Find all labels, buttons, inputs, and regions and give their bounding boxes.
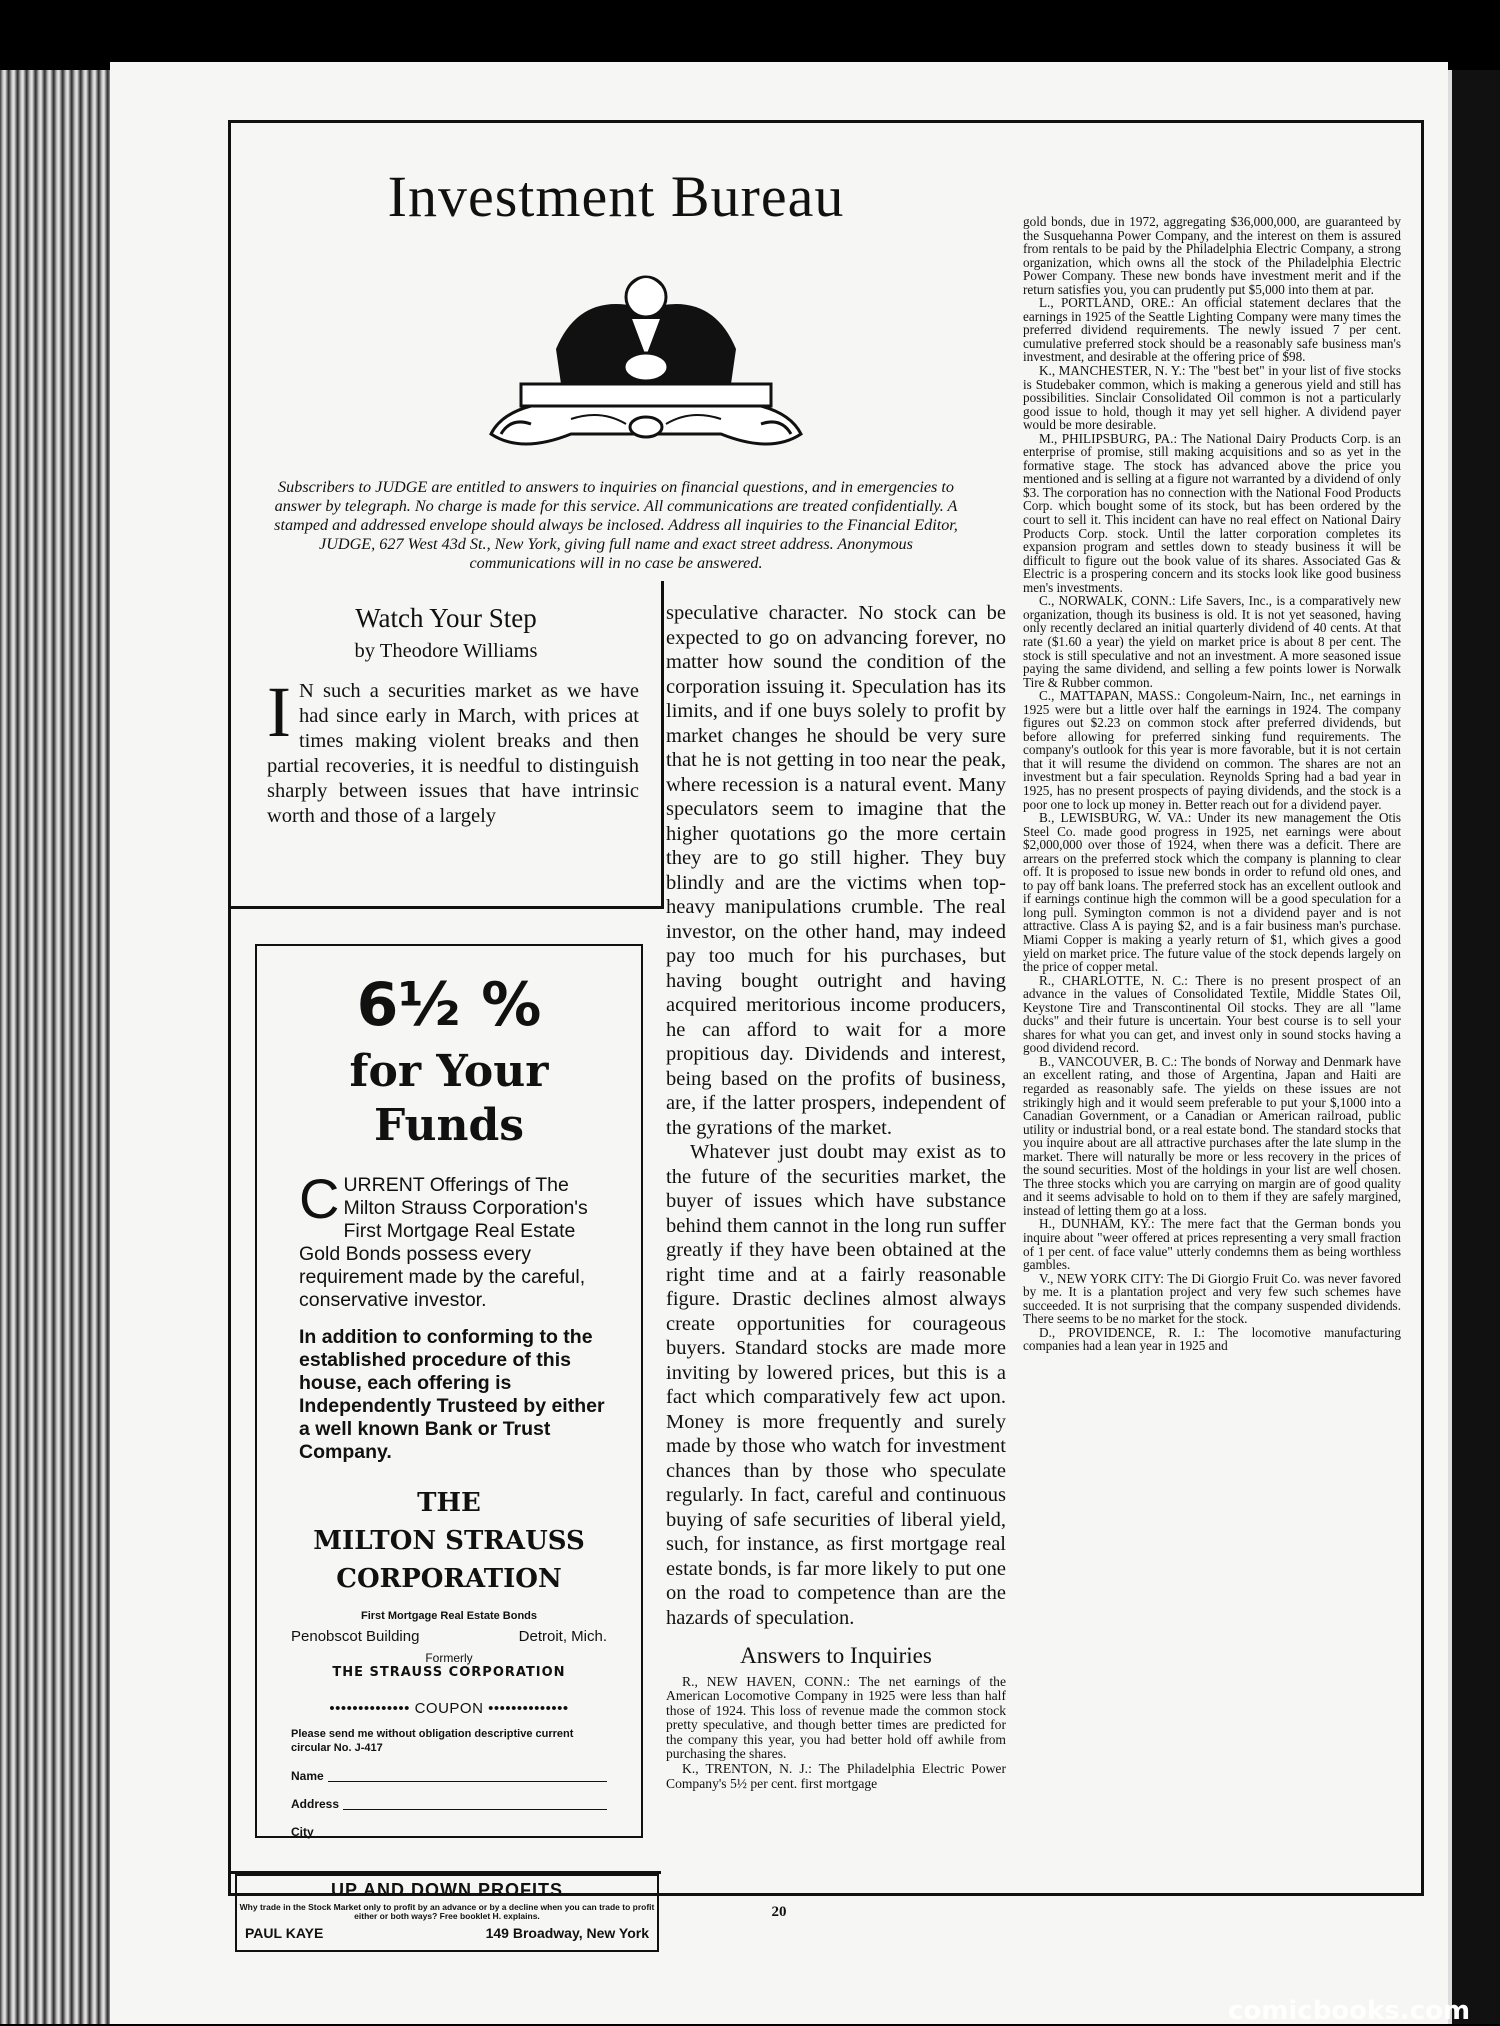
ad-building: Penobscot Building: [291, 1628, 420, 1645]
ad-company-name: [257, 1484, 641, 1598]
ad-headline-2: Funds: [374, 1100, 524, 1151]
answer-item: H., DUNHAM, KY.: The mere fact that the German bonds you inquire about "weer offered at prices representing a very small fraction of 1 per cent. of face value" utterly condemns them as being worthless gambles.: [1023, 1216, 1401, 1273]
strauss-ad-border: [255, 944, 643, 1838]
ad-offer: [257, 1167, 641, 1312]
article-lead: [231, 663, 661, 829]
article-paragraph: Whatever just doubt may exist as to the future of the securities market, the buyer of issues which have substance behind them cannot in the long run suffer greatly if they have been obtained at the right time and at a fairly reasonable figure. Drastic declines almost always create opportunities for courageous buyers. Standard stocks are made more inviting by lowered prices, but this is a fact which comparatively few act upon. Money is more frequently and surely made by those who watch for investment chances than by those who speculate regularly. In fact, careful and continuous buying of safe securities of liberal yield, such, for instance, as first mortgage real estate bonds, is far more likely to put one on the road to competence than are the hazards of speculation.: [666, 1141, 1006, 1629]
answer-item: D., PROVIDENCE, R. I.: The locomotive manufacturing companies had a lean year in 1925 and: [1023, 1324, 1401, 1354]
answer-item: B., LEWISBURG, W. VA.: Under its new management the Otis Steel Co. made good progress in 1925, net earnings were about $2,000,000 over those of 1924, when there was a deficit. There are arrears on the preferred stock which the company is planning to clear off. It is proposed to issue new bonds in order to refund old ones, and to pay off bank loans. The preferred stock has an excellent outlook and if earnings continue high the common will be a good speculation for a long pull. Symington common is not a dividend payer and is not attractive. Class A is paying $2, and is a fair business man's purchase. Miami Copper is making a yearly return of $1, which gives a good yield on market price. The future value of the stock depends largely on the price of copper metal.: [1023, 810, 1401, 975]
subscriber-notice: Subscribers to JUDGE are entitled to answers to inquiries on financial questions, and in emergencies to answer by telegraph. No charge is made for this service. All communications are treated confidentially. A stamped and addressed envelope should always be inclosed. Address all inquiries to the Financial Editor, JUDGE, 627 West 43d St., New York, giving full name and exact street address. Anonymous communications will in no case be answered.: [274, 478, 958, 572]
ad-company-line: MILTON STRAUSS: [313, 1526, 585, 1556]
ad-former-name: THE STRAUSS CORPORATION: [332, 1665, 566, 1680]
kaye-headline: UP AND DOWN PROFITS: [330, 1880, 563, 1900]
ad-rate: 6½ %: [356, 970, 542, 1040]
answers-list-col3: [1023, 215, 1401, 1353]
article-column-2: [666, 601, 1006, 1791]
answer-item: gold bonds, due in 1972, aggregating $36,000,000, are guaranteed by the Susquehanna Power Company, and the interest on them is assured from rentals to be paid by the Philadelphia Electric Company, a strong organization, which owns all the stock of the Philadelphia Electric Power Company. These new bonds have investment merit and if the return satisfies you, you can prudently put $5,000 into them at par.: [1023, 214, 1401, 297]
answer-item: K., MANCHESTER, N. Y.: The "best bet" in your list of five stocks is Studebaker common, which is making a generous yield and still has possibilities. Sinclair Consolidated Oil common is not a particularly good issue to hold, though it may yet sell higher. A dividend payer would be more desirable.: [1023, 363, 1401, 433]
content-frame: [228, 120, 1424, 1941]
answer-item: R., NEW HAVEN, CONN.: The net earnings of the American Locomotive Company in 1925 were less than half those of 1924. This loss of revenue made the common stock pretty speculative, and though better times are predicted for the company this year, you had better hold off awhile from purchasing the shares.: [666, 1673, 1006, 1762]
ad-company-line: THE: [417, 1488, 481, 1518]
banker-illustration: [461, 249, 831, 459]
answer-item: K., TRENTON, N. J.: The Philadelphia Electric Power Company's 5½ per cent. first mortgage: [666, 1761, 1006, 1791]
answers-list-col2: [666, 1675, 1006, 1792]
drop-cap: I: [267, 672, 291, 752]
kaye-description: Why trade in the Stock Market only to profit by an advance or by a decline when you can trade to profit either or both ways? Free booklet H. explains.: [239, 1902, 655, 1921]
field-line: [318, 1825, 607, 1838]
answer-item: C., NORWALK, CONN.: Life Savers, Inc., is a comparatively new organization, though its business is old. It is not yet seasoned, having only recently declared an initial quarterly dividend of 40 cents. At that rate ($1.60 a year) the yield on market price is about 8 per cent. The stock is still speculative and not an investment. A more seasoned issue paying the same dividend, and selling a few points lower is Norwalk Tire & Rubber common.: [1023, 593, 1401, 690]
field-label: Address: [291, 1797, 340, 1811]
article-lead-text: N such a securities market as we have had since early in March, with prices at times making violent breaks and then partial recoveries, it is needful to distinguish sharply between issues that have intrinsic worth and those of a largely: [267, 680, 639, 827]
ad-offer-text: URRENT Offerings of The Milton Strauss Corporation's First Mortgage Real Estate Gold Bonds possess every requirement made by the careful, conservative investor.: [299, 1174, 588, 1311]
answer-item: V., NEW YORK CITY: The Di Giorgio Fruit Co. was never favored by me. It is a plantation project and very few such schemes have succeeded. It is not surprising that the company suspended dividends. There seems to be no market for the stock.: [1023, 1270, 1401, 1327]
page-title: Investment Bureau: [387, 164, 845, 229]
field-label: City: [291, 1825, 314, 1839]
article-byline: by Theodore Williams: [354, 640, 538, 662]
answers-heading: Answers to Inquiries: [740, 1643, 932, 1668]
article-paragraph: speculative character. No stock can be expected to go on advancing forever, no matter how sound the condition of the corporation issuing it. Speculation has its limits, and if one buys solely to profit by market changes he should be very sure that he is not getting in too near the peak, where recession is a natural event. Many speculators seem to imagine that the higher quotations go the more certain they are to go still higher. They buy blindly and are the victims when top-heavy manipulations crumble. The real investor, on the other hand, may indeed pay too much for his purchases, but having bought outright and having acquired meritorious income producers, he can afford to wait for a more propitious day. Dividends and interest, being based on the profits of business, are, if the latter prospers, independent of the gyrations of the market.: [666, 602, 1006, 1139]
ad-formerly-label: Formerly: [425, 1651, 473, 1665]
book-spine: [0, 70, 110, 2024]
ad-location: [257, 1628, 641, 1645]
article-lead-box: [231, 581, 664, 909]
field-line: [328, 1769, 607, 1782]
ad-city: Detroit, Mich.: [518, 1628, 607, 1645]
page-number: 20: [771, 1904, 787, 1920]
field-line: [343, 1797, 607, 1810]
ad-company-line: CORPORATION: [336, 1564, 562, 1594]
kaye-name: PAUL KAYE: [245, 1925, 324, 1941]
coupon-name-field[interactable]: [257, 1769, 641, 1783]
field-label: Name: [291, 1769, 324, 1783]
next-page-edge: [1448, 70, 1500, 2024]
answer-item: L., PORTLAND, ORE.: An official statement declares that the earnings in 1925 of the Seattle Lighting Company were many times the preferred dividend requirements. The newly issued 7 per cent. cumulative preferred stock should be a reasonably safe business man's investment, and desirable at the offering price of $98.: [1023, 295, 1401, 365]
answer-item: B., VANCOUVER, B. C.: The bonds of Norway and Denmark have an excellent rating, and those of Argentina, Japan and Haiti are regarded as reasonably safe. The yields on these issues are not strikingly high and it would seem preferable to put your $,1000 into a Canadian Government, or a Canadian or American railroad, public utility or industrial bond, or a real estate bond. The standard stocks that you inquire about are all attractive purchases after the late slump in the market. There will naturally be more or less recovery in the prices of the sound securities. Most of the holdings in your list are well chosen. The three stocks which you are carrying on margin are of good quality and it seems advisable to hold on to them if they are safely margined, instead of letting them go at a loss.: [1023, 1053, 1401, 1218]
answer-item: R., CHARLOTTE, N. C.: There is no present prospect of an advance in the values of Consolidated Textile, Middle States Oil, Keystone Tire and Transcontinental Oil stocks. They are all "lame ducks" and their future is uncertain. Your best course is to sell your shares for what you can get, and invest only in sound stocks having a good dividend record.: [1023, 972, 1401, 1056]
article-title: Watch Your Step: [355, 603, 537, 633]
strauss-advertisement: [231, 908, 661, 1868]
kaye-address: 149 Broadway, New York: [485, 1925, 649, 1941]
ad-headline-1: for Your: [349, 1046, 549, 1097]
coupon-header: •••••••••••••• COUPON ••••••••••••••: [329, 1700, 569, 1717]
kaye-contact: [237, 1925, 657, 1941]
ad-subtitle: First Mortgage Real Estate Bonds: [360, 1610, 538, 1622]
watermark: comicbooks.com: [1228, 1996, 1471, 2026]
answer-item: C., MATTAPAN, MASS.: Congoleum-Nairn, Inc., net earnings in 1925 were but a little over half the earnings in 1924. The company figures out $2.23 on common stock after preferred dividends, but before allowing for preferred sinking fund requirements. The company's outlook for this year is more favorable, but it is not certain that it will resume the dividend on common. The shares are not an investment but a fair speculation. Reynolds Spring had a bad year in 1925, has no present prospects of paying dividends, and the stock is a poor one to lock up money in. Better reach out for a dividend payer.: [1023, 688, 1401, 812]
coupon-city-field[interactable]: [257, 1825, 641, 1839]
answer-item: M., PHILIPSBURG, PA.: The National Dairy Products Corp. is an enterprise of promise, still making acquisitions and so as yet in the formative stage. The stock has advanced above the price you mentioned and is selling at a figure not warranted by a dividend of only $3. The corporation has no connection with the National Food Products Corp. which bought some of its stock, but has been ordered by the court to sell it. This incident can have no real effect on National Dairy Products Corp. stock. Until the latter corporation completes its expansion program and settles down to steady business it will be difficult to figure out the book value of its shares. Associated Gas & Electric is a prospering concern and its stocks look like good business men's investments.: [1023, 430, 1401, 595]
coupon-address-field[interactable]: [257, 1797, 641, 1811]
coupon-instructions: Please send me without obligation descriptive current circular No. J-417: [291, 1728, 574, 1754]
ad-offer-2: In addition to conforming to the established procedure of this house, each offering is Independently Trusteed by either a well known Bank or Trust Company.: [299, 1326, 605, 1463]
magazine-page: [110, 62, 1448, 2024]
ad-drop-cap: C: [299, 1167, 340, 1230]
